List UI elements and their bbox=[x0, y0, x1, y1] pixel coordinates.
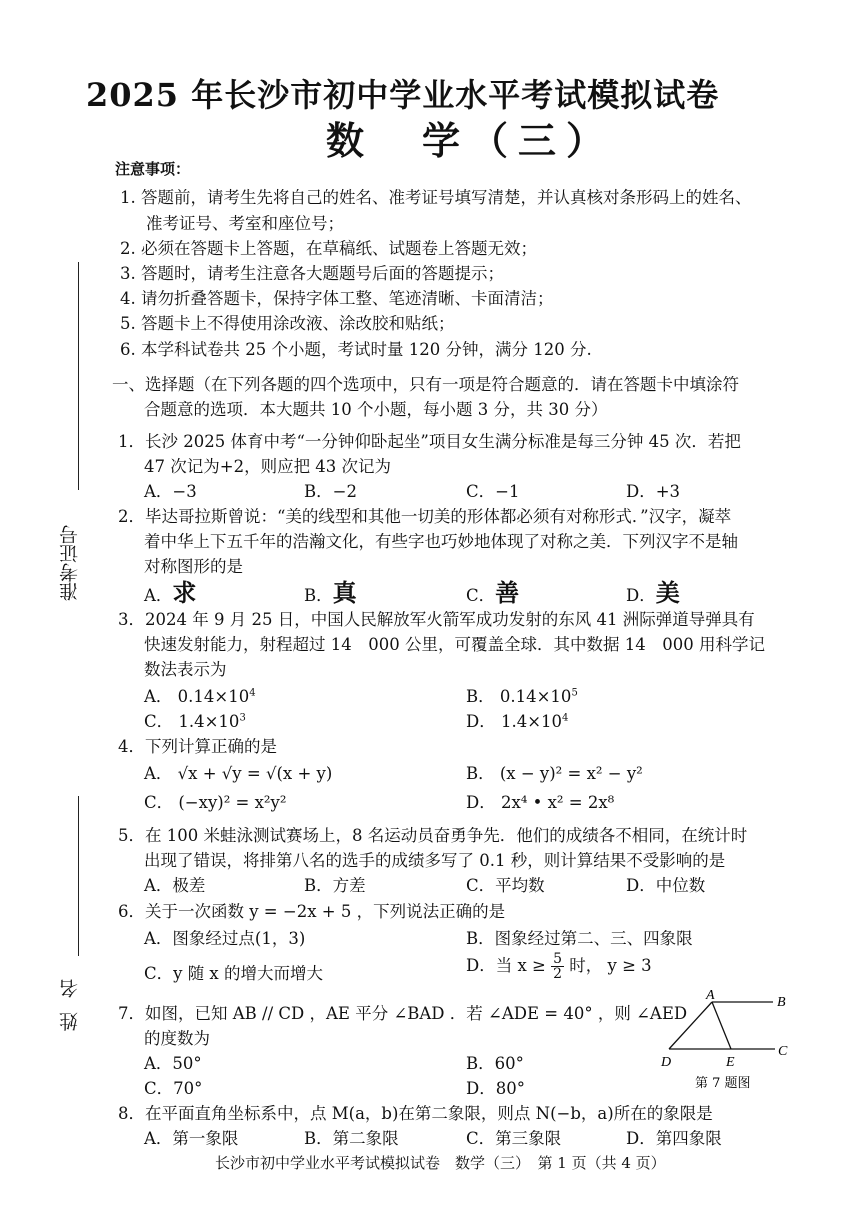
point-b-label: B bbox=[777, 995, 786, 1010]
question-1-option-b[interactable]: B．−2 bbox=[304, 482, 357, 501]
question-7-figure bbox=[655, 985, 795, 1095]
question-8-option-d[interactable]: D．第四象限 bbox=[626, 1129, 722, 1148]
question-4-option-d[interactable]: D． 2x⁴ • x² = 2x⁸ bbox=[466, 793, 615, 812]
fraction: $\frac{5}{2}$ bbox=[553, 951, 563, 982]
option-character: 真 bbox=[332, 578, 357, 607]
question-2-option-c[interactable] bbox=[466, 573, 519, 608]
exam-title: 2025 年长沙市初中学业水平考试模拟试卷 bbox=[86, 76, 720, 114]
question-7-option-b[interactable]: B．60° bbox=[466, 1054, 524, 1073]
point-c-label: C bbox=[778, 1044, 788, 1059]
question-7-text: 7．如图，已知 AB // CD ，AE 平分 ∠BAD ．若 ∠ADE = 40° ，则 ∠AED bbox=[118, 1004, 688, 1023]
question-8-option-b[interactable]: B．第二象限 bbox=[304, 1129, 399, 1148]
question-5-option-a[interactable]: A．极差 bbox=[144, 876, 206, 895]
question-6-option-d[interactable]: D．当 x ≥ $\frac{5}{2}$ 时， y ≥ 3 bbox=[466, 951, 652, 982]
side-label-admission-number: 准考证号 bbox=[59, 525, 81, 601]
binding-line-middle bbox=[78, 796, 79, 956]
notice-item-3: 3. 答题时，请考生注意各大题题号后面的答题提示； bbox=[120, 264, 504, 283]
side-label-name: 姓名 bbox=[59, 965, 81, 1031]
section-1-instructions-cont: 合题意的选项．本大题共 10 个小题，每小题 3 分，共 30 分） bbox=[144, 400, 608, 419]
question-6-option-b[interactable]: B．图象经过第二、三、四象限 bbox=[466, 929, 693, 948]
question-7-option-a[interactable]: A．50° bbox=[144, 1054, 202, 1073]
question-1-option-d[interactable]: D．+3 bbox=[626, 482, 681, 501]
question-2-option-a[interactable] bbox=[144, 573, 196, 608]
question-3-option-b[interactable]: B． $0.14\times 10^5$ bbox=[466, 687, 578, 706]
notice-heading: 注意事项： bbox=[115, 160, 191, 178]
question-2-text-cont1: 着中华上下五千年的浩瀚文化，有些字也巧妙地体现了对称之美．下列汉字不是轴 bbox=[144, 532, 738, 551]
point-a-label: A bbox=[706, 988, 715, 1003]
question-3-option-c[interactable]: C． $1.4\times 10^3$ bbox=[144, 712, 246, 731]
question-8-option-c[interactable]: C．第三象限 bbox=[466, 1129, 562, 1148]
question-7-option-d[interactable]: D．80° bbox=[466, 1079, 525, 1098]
question-4-text: 4．下列计算正确的是 bbox=[118, 737, 277, 756]
line-ae bbox=[712, 1002, 731, 1049]
point-e-label: E bbox=[726, 1055, 735, 1070]
question-2-option-d[interactable] bbox=[626, 573, 680, 608]
notice-item-6: 6. 本学科试卷共 25 个小题，考试时量 120 分钟，满分 120 分. bbox=[120, 340, 592, 359]
binding-line-top bbox=[78, 262, 79, 490]
option-letter: B． bbox=[304, 586, 333, 605]
question-4-option-c[interactable]: C． (−xy)² = x²y² bbox=[144, 793, 287, 812]
question-1-text: 1．长沙 2025 体育中考“一分钟仰卧起坐”项目女生满分标准是每三分钟 45 次．若把 bbox=[118, 432, 741, 451]
notice-item-4: 4. 请勿折叠答题卡，保持字体工整、笔迹清晰、卡面清洁； bbox=[120, 289, 554, 308]
question-5-option-c[interactable]: C．平均数 bbox=[466, 876, 545, 895]
question-4-option-a[interactable]: A． √x + √y = √(x + y) bbox=[144, 764, 333, 783]
question-6-option-c[interactable]: C．y 随 x 的增大而增大 bbox=[144, 964, 323, 983]
question-3-text: 3．2024 年 9 月 25 日，中国人民解放军火箭军成功发射的东风 41 洲际弹道导弹具有 bbox=[118, 610, 755, 629]
line-ad bbox=[669, 1002, 712, 1049]
question-2-text-cont2: 对称图形的是 bbox=[144, 557, 243, 576]
section-1-instructions: 一、选择题（在下列各题的四个选项中，只有一项是符合题意的．请在答题卡中填涂符 bbox=[112, 375, 739, 394]
exam-subtitle: 数 学（三） bbox=[326, 118, 615, 163]
question-3-text-cont1: 快速发射能力，射程超过 14 000 公里，可覆盖全球．其中数据 14 000 用科学记 bbox=[144, 635, 765, 654]
page-footer: 长沙市初中学业水平考试模拟试卷 数学（三） 第 1 页（共 4 页） bbox=[215, 1154, 666, 1172]
question-8-option-a[interactable]: A．第一象限 bbox=[144, 1129, 239, 1148]
point-d-label: D bbox=[661, 1055, 672, 1070]
option-letter: A． bbox=[144, 586, 173, 605]
notice-item-1-cont: 准考证号、考室和座位号； bbox=[146, 214, 344, 233]
notice-item-5: 5. 答题卡上不得使用涂改液、涂改胶和贴纸； bbox=[120, 314, 455, 333]
question-7-option-c[interactable]: C．70° bbox=[144, 1079, 203, 1098]
question-2-text: 2．毕达哥拉斯曾说：“美的线型和其他一切美的形体都必须有对称形式．”汉字，凝萃 bbox=[118, 507, 732, 526]
question-5-option-d[interactable]: D．中位数 bbox=[626, 876, 706, 895]
question-3-option-d[interactable]: D． $1.4\times 10^4$ bbox=[466, 712, 569, 731]
question-5-option-b[interactable]: B．方差 bbox=[304, 876, 366, 895]
option-character: 美 bbox=[655, 578, 680, 607]
question-5-text-cont: 出现了错误，将排第八名的选手的成绩多写了 0.1 秒，则计算结果不受影响的是 bbox=[144, 851, 726, 870]
question-5-text: 5．在 100 米蛙泳测试赛场上，8 名运动员奋勇争先．他们的成绩各不相同，在统计时 bbox=[118, 826, 748, 845]
question-2-option-b[interactable] bbox=[304, 573, 357, 608]
question-3-option-a[interactable]: A． $0.14\times 10^4$ bbox=[144, 687, 256, 706]
question-4-option-b[interactable]: B． (x − y)² = x² − y² bbox=[466, 764, 643, 783]
question-3-text-cont2: 数法表示为 bbox=[144, 660, 227, 679]
question-1-option-a[interactable]: A．−3 bbox=[144, 482, 197, 501]
option-character: 善 bbox=[495, 578, 520, 607]
question-1-text-cont: 47 次记为+2，则应把 43 次记为 bbox=[144, 457, 392, 476]
question-8-text: 8．在平面直角坐标系中，点 M(a，b)在第二象限，则点 N(−b，a)所在的象限是 bbox=[118, 1104, 713, 1123]
question-7-text-cont: 的度数为 bbox=[144, 1029, 210, 1048]
question-1-option-c[interactable]: C．−1 bbox=[466, 482, 520, 501]
option-letter: C． bbox=[466, 586, 496, 605]
option-letter: D． bbox=[626, 586, 656, 605]
figure-caption: 第 7 题图 bbox=[695, 1076, 751, 1091]
question-6-option-a[interactable]: A．图象经过点(1，3) bbox=[144, 929, 306, 948]
notice-item-1: 1. 答题前，请考生先将自己的姓名、准考证号填写清楚，并认真核对条形码上的姓名、 bbox=[120, 188, 752, 207]
notice-item-2: 2. 必须在答题卡上答题，在草稿纸、试题卷上答题无效； bbox=[120, 239, 537, 258]
option-character: 求 bbox=[172, 578, 197, 607]
question-6-text: 6．关于一次函数 y = −2x + 5 ，下列说法正确的是 bbox=[118, 902, 506, 921]
